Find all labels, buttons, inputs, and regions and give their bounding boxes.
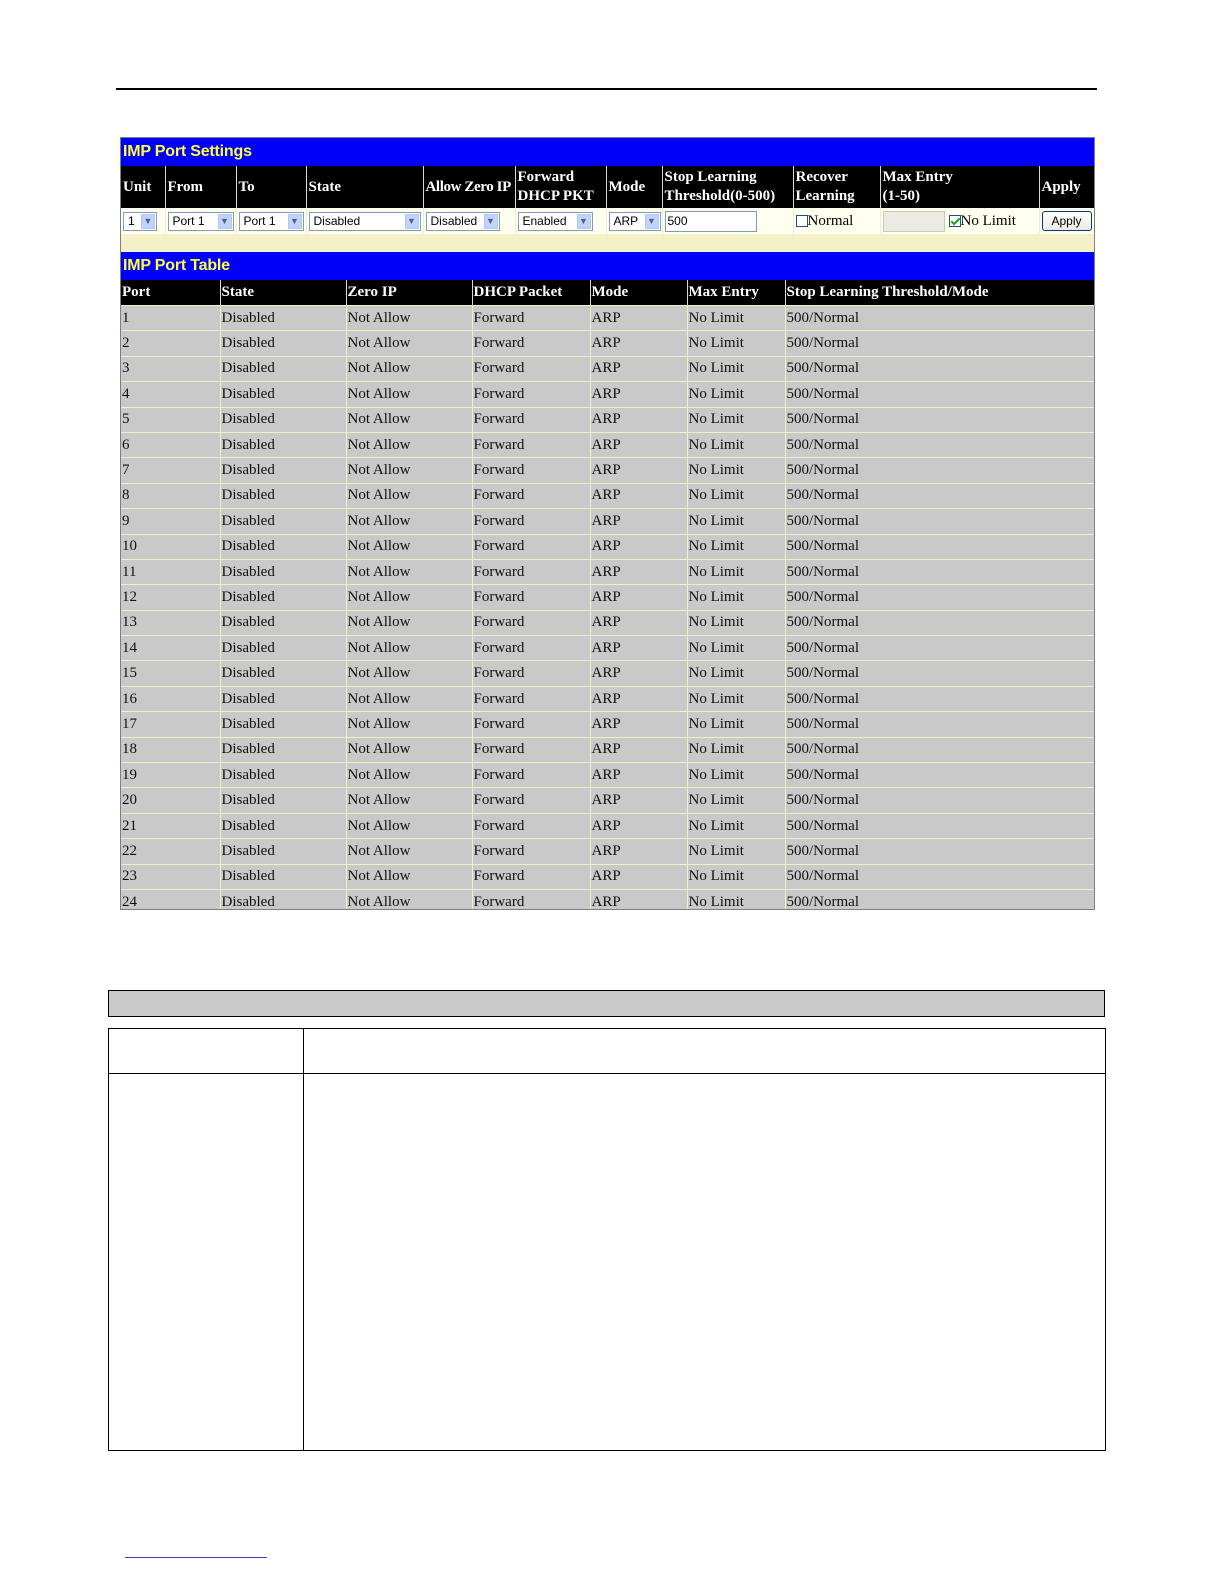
table-cell: 500/Normal <box>785 889 1094 910</box>
table-cell: Disabled <box>220 788 346 813</box>
table-cell: Forward <box>472 763 590 788</box>
port-table-header <box>121 280 1094 306</box>
table-cell: 21 <box>121 813 220 838</box>
table-cell: No Limit <box>687 610 785 635</box>
table-cell: Not Allow <box>346 585 472 610</box>
table-cell: 7 <box>121 458 220 483</box>
table-cell: Forward <box>472 534 590 559</box>
table-cell: Disabled <box>220 458 346 483</box>
table-cell: 500/Normal <box>785 509 1094 534</box>
table-cell: 15 <box>121 661 220 686</box>
table-cell: 500/Normal <box>785 432 1094 457</box>
table-cell: ARP <box>590 382 687 407</box>
table-cell: Not Allow <box>346 661 472 686</box>
table-row <box>121 458 1094 483</box>
table-cell: ARP <box>590 839 687 864</box>
table-cell: 6 <box>121 432 220 457</box>
table-cell: No Limit <box>687 788 785 813</box>
table-cell: 20 <box>121 788 220 813</box>
table-row <box>121 889 1094 910</box>
no-limit-checkbox[interactable] <box>949 215 961 227</box>
table-cell: 14 <box>121 636 220 661</box>
table-cell: No Limit <box>687 458 785 483</box>
table-cell: 500/Normal <box>785 712 1094 737</box>
table-cell: No Limit <box>687 331 785 356</box>
table-cell: No Limit <box>687 636 785 661</box>
col-max-entry-line2: (1-50) <box>882 188 920 204</box>
table-cell: No Limit <box>687 813 785 838</box>
table-cell: Disabled <box>220 813 346 838</box>
settings-controls <box>121 208 1094 234</box>
apply-button[interactable]: Apply <box>1042 211 1092 231</box>
description-divider <box>303 1029 304 1450</box>
table-cell: ARP <box>590 864 687 889</box>
table-cell: Disabled <box>220 331 346 356</box>
table-cell: Not Allow <box>346 458 472 483</box>
col-unit: Unit <box>121 166 165 208</box>
table-cell: No Limit <box>687 763 785 788</box>
state-value: Disabled <box>313 213 361 228</box>
table-cell: Forward <box>472 889 590 910</box>
table-cell: Disabled <box>220 407 346 432</box>
table-cell: 9 <box>121 509 220 534</box>
apply-cell <box>1039 208 1094 234</box>
table-cell: Forward <box>472 813 590 838</box>
table-cell: Disabled <box>220 509 346 534</box>
chevron-down-icon: ▼ <box>645 214 659 229</box>
table-cell: 1 <box>121 306 220 331</box>
table-cell: No Limit <box>687 585 785 610</box>
table-cell: ARP <box>590 458 687 483</box>
description-table <box>108 1028 1106 1451</box>
table-cell: No Limit <box>687 839 785 864</box>
port-table <box>121 280 1094 910</box>
table-cell: 500/Normal <box>785 661 1094 686</box>
col-from: From <box>165 166 236 208</box>
table-cell: Forward <box>472 509 590 534</box>
max-entry-input[interactable] <box>883 211 945 232</box>
table-cell: Disabled <box>220 661 346 686</box>
recover-learning-label: Normal <box>807 212 854 229</box>
table-cell: 500/Normal <box>785 534 1094 559</box>
table-cell: 16 <box>121 686 220 711</box>
table-cell: 18 <box>121 737 220 762</box>
table-cell: ARP <box>590 610 687 635</box>
table-cell: Disabled <box>220 763 346 788</box>
unit-value: 1 <box>128 213 135 228</box>
table-cell: No Limit <box>687 686 785 711</box>
table-cell: Not Allow <box>346 686 472 711</box>
table-cell: No Limit <box>687 661 785 686</box>
from-port-value: Port 1 <box>172 213 205 228</box>
section-spacer <box>121 234 1094 252</box>
chevron-down-icon: ▼ <box>577 214 591 229</box>
port-table-column-header: Port <box>121 280 220 306</box>
recover-learning-checkbox[interactable] <box>796 215 808 227</box>
unit-select[interactable] <box>123 212 157 231</box>
table-cell: Not Allow <box>346 534 472 559</box>
table-cell: Forward <box>472 331 590 356</box>
table-cell: ARP <box>590 585 687 610</box>
from-cell <box>165 208 236 234</box>
table-cell: Disabled <box>220 534 346 559</box>
table-cell: ARP <box>590 559 687 584</box>
recover-learning-cell <box>793 208 880 234</box>
port-table-column-header: DHCP Packet <box>472 280 590 306</box>
table-cell: Disabled <box>220 585 346 610</box>
port-table-title: IMP Port Table <box>121 252 1094 280</box>
table-cell: Forward <box>472 458 590 483</box>
table-cell: ARP <box>590 534 687 559</box>
col-recover-line2: Learning <box>795 188 855 204</box>
table-cell: No Limit <box>687 712 785 737</box>
table-cell: 8 <box>121 483 220 508</box>
table-row <box>121 407 1094 432</box>
table-cell: Forward <box>472 610 590 635</box>
table-cell: Not Allow <box>346 763 472 788</box>
table-cell: ARP <box>590 712 687 737</box>
table-cell: Forward <box>472 382 590 407</box>
mode-value: ARP <box>613 213 639 228</box>
description-row-divider <box>109 1073 1105 1074</box>
table-cell: ARP <box>590 686 687 711</box>
table-cell: No Limit <box>687 432 785 457</box>
table-cell: ARP <box>590 813 687 838</box>
forward-dhcp-value: Enabled <box>522 213 567 228</box>
to-cell <box>236 208 306 234</box>
table-cell: 500/Normal <box>785 763 1094 788</box>
imp-port-panel <box>120 137 1095 910</box>
table-cell: ARP <box>590 407 687 432</box>
table-row <box>121 509 1094 534</box>
table-cell: Forward <box>472 661 590 686</box>
table-row <box>121 813 1094 838</box>
table-cell: ARP <box>590 331 687 356</box>
col-stop-learning-line1: Stop Learning <box>664 169 757 185</box>
table-row <box>121 636 1094 661</box>
forward-dhcp-cell <box>515 208 606 234</box>
table-cell: ARP <box>590 788 687 813</box>
allow-zero-ip-value: Disabled <box>430 213 478 228</box>
table-cell: Not Allow <box>346 889 472 910</box>
allow-zero-ip-cell <box>423 208 515 234</box>
table-cell: No Limit <box>687 356 785 381</box>
table-cell: Disabled <box>220 610 346 635</box>
table-cell: Not Allow <box>346 509 472 534</box>
col-mode: Mode <box>606 166 662 208</box>
description-table-header <box>108 990 1105 1017</box>
col-forward-dhcp-line2: DHCP PKT <box>517 188 594 204</box>
table-cell: ARP <box>590 889 687 910</box>
table-cell: 500/Normal <box>785 686 1094 711</box>
table-cell: 3 <box>121 356 220 381</box>
table-row <box>121 610 1094 635</box>
table-cell: ARP <box>590 661 687 686</box>
table-row <box>121 483 1094 508</box>
table-cell: No Limit <box>687 382 785 407</box>
col-forward-dhcp <box>515 166 606 208</box>
table-row <box>121 382 1094 407</box>
table-cell: No Limit <box>687 483 785 508</box>
table-row <box>121 686 1094 711</box>
table-cell: 500/Normal <box>785 306 1094 331</box>
table-cell: Not Allow <box>346 331 472 356</box>
port-table-column-header: Max Entry <box>687 280 785 306</box>
table-cell: Forward <box>472 306 590 331</box>
port-table-column-header: Zero IP <box>346 280 472 306</box>
col-max-entry <box>880 166 1039 208</box>
port-table-column-header: Mode <box>590 280 687 306</box>
col-max-entry-line1: Max Entry <box>882 169 953 185</box>
table-cell: 12 <box>121 585 220 610</box>
table-cell: 500/Normal <box>785 737 1094 762</box>
state-cell <box>306 208 423 234</box>
table-cell: Forward <box>472 356 590 381</box>
table-cell: 500/Normal <box>785 356 1094 381</box>
col-recover-line1: Recover <box>795 169 848 185</box>
port-table-column-header: Stop Learning Threshold/Mode <box>785 280 1094 306</box>
table-cell: 500/Normal <box>785 839 1094 864</box>
to-port-select[interactable] <box>239 212 304 231</box>
table-cell: ARP <box>590 483 687 508</box>
table-cell: No Limit <box>687 737 785 762</box>
table-cell: Not Allow <box>346 737 472 762</box>
table-cell: 2 <box>121 331 220 356</box>
table-cell: 500/Normal <box>785 382 1094 407</box>
mode-cell <box>606 208 662 234</box>
table-cell: Not Allow <box>346 356 472 381</box>
table-cell: Disabled <box>220 889 346 910</box>
port-table-body <box>121 306 1094 911</box>
table-row <box>121 331 1094 356</box>
table-row <box>121 661 1094 686</box>
table-cell: No Limit <box>687 306 785 331</box>
col-allow-zero-ip: Allow Zero IP <box>423 166 515 208</box>
col-forward-dhcp-line1: Forward <box>517 169 575 185</box>
table-cell: No Limit <box>687 889 785 910</box>
footer-link-rule <box>125 1557 267 1558</box>
table-cell: Forward <box>472 483 590 508</box>
table-cell: Forward <box>472 636 590 661</box>
stop-learning-cell <box>662 208 793 234</box>
table-cell: Not Allow <box>346 636 472 661</box>
table-cell: ARP <box>590 356 687 381</box>
table-row <box>121 432 1094 457</box>
table-cell: Forward <box>472 839 590 864</box>
table-cell: Not Allow <box>346 306 472 331</box>
table-cell: 11 <box>121 559 220 584</box>
no-limit-label: No Limit <box>960 212 1016 229</box>
allow-zero-ip-select[interactable] <box>426 212 500 231</box>
table-cell: ARP <box>590 737 687 762</box>
table-cell: Forward <box>472 788 590 813</box>
table-row <box>121 788 1094 813</box>
table-cell: 10 <box>121 534 220 559</box>
table-cell: Not Allow <box>346 559 472 584</box>
table-cell: Forward <box>472 737 590 762</box>
table-cell: ARP <box>590 432 687 457</box>
table-cell: 19 <box>121 763 220 788</box>
table-cell: Disabled <box>220 737 346 762</box>
table-cell: 24 <box>121 889 220 910</box>
table-cell: 500/Normal <box>785 585 1094 610</box>
table-row <box>121 712 1094 737</box>
table-cell: Forward <box>472 432 590 457</box>
max-entry-cell <box>880 208 1039 234</box>
table-cell: Not Allow <box>346 788 472 813</box>
table-cell: No Limit <box>687 509 785 534</box>
table-cell: 13 <box>121 610 220 635</box>
table-cell: 500/Normal <box>785 788 1094 813</box>
chevron-down-icon: ▼ <box>484 214 498 229</box>
table-cell: Forward <box>472 686 590 711</box>
table-cell: 500/Normal <box>785 610 1094 635</box>
table-cell: Disabled <box>220 712 346 737</box>
table-cell: Disabled <box>220 356 346 381</box>
table-cell: Forward <box>472 559 590 584</box>
col-state: State <box>306 166 423 208</box>
from-port-select[interactable] <box>168 212 234 231</box>
table-cell: 4 <box>121 382 220 407</box>
table-cell: ARP <box>590 509 687 534</box>
table-cell: Disabled <box>220 432 346 457</box>
table-row <box>121 737 1094 762</box>
unit-cell <box>121 208 165 234</box>
table-cell: Disabled <box>220 636 346 661</box>
table-cell: Disabled <box>220 483 346 508</box>
table-cell: Forward <box>472 712 590 737</box>
table-cell: Not Allow <box>346 864 472 889</box>
table-row <box>121 763 1094 788</box>
table-row <box>121 839 1094 864</box>
chevron-down-icon: ▼ <box>405 214 419 229</box>
chevron-down-icon: ▼ <box>141 214 155 229</box>
table-cell: Not Allow <box>346 407 472 432</box>
col-recover-learning <box>793 166 880 208</box>
chevron-down-icon: ▼ <box>218 214 232 229</box>
table-cell: 500/Normal <box>785 864 1094 889</box>
port-table-column-header: State <box>220 280 346 306</box>
mode-select[interactable] <box>609 212 661 231</box>
table-cell: Disabled <box>220 686 346 711</box>
table-cell: 500/Normal <box>785 559 1094 584</box>
table-cell: Not Allow <box>346 382 472 407</box>
table-cell: Not Allow <box>346 839 472 864</box>
table-cell: Not Allow <box>346 712 472 737</box>
col-stop-learning <box>662 166 793 208</box>
settings-header <box>121 166 1094 208</box>
table-row <box>121 864 1094 889</box>
col-to: To <box>236 166 306 208</box>
table-row <box>121 534 1094 559</box>
table-cell: Not Allow <box>346 483 472 508</box>
forward-dhcp-select[interactable] <box>518 212 593 231</box>
table-cell: 500/Normal <box>785 331 1094 356</box>
to-port-value: Port 1 <box>243 213 276 228</box>
table-cell: 5 <box>121 407 220 432</box>
table-cell: No Limit <box>687 559 785 584</box>
table-cell: Disabled <box>220 306 346 331</box>
table-cell: ARP <box>590 763 687 788</box>
table-cell: 500/Normal <box>785 813 1094 838</box>
table-cell: Disabled <box>220 839 346 864</box>
table-cell: 500/Normal <box>785 636 1094 661</box>
table-cell: 22 <box>121 839 220 864</box>
table-cell: ARP <box>590 306 687 331</box>
table-row <box>121 356 1094 381</box>
table-cell: Not Allow <box>346 813 472 838</box>
table-cell: Disabled <box>220 382 346 407</box>
stop-learning-threshold-input[interactable]: 500 <box>665 211 757 232</box>
table-cell: 500/Normal <box>785 483 1094 508</box>
chevron-down-icon: ▼ <box>288 214 302 229</box>
table-cell: 23 <box>121 864 220 889</box>
table-cell: Forward <box>472 585 590 610</box>
table-cell: 17 <box>121 712 220 737</box>
table-cell: ARP <box>590 636 687 661</box>
page-header-rule <box>116 88 1097 90</box>
table-cell: Forward <box>472 407 590 432</box>
table-cell: Not Allow <box>346 432 472 457</box>
table-row <box>121 559 1094 584</box>
table-cell: Disabled <box>220 864 346 889</box>
settings-title: IMP Port Settings <box>121 138 1094 166</box>
table-cell: No Limit <box>687 534 785 559</box>
table-cell: No Limit <box>687 407 785 432</box>
table-cell: 500/Normal <box>785 407 1094 432</box>
table-row <box>121 306 1094 331</box>
col-apply: Apply <box>1039 166 1094 208</box>
table-row <box>121 585 1094 610</box>
col-stop-learning-line2: Threshold(0-500) <box>664 188 776 204</box>
table-cell: Not Allow <box>346 610 472 635</box>
table-cell: Disabled <box>220 559 346 584</box>
table-cell: No Limit <box>687 864 785 889</box>
table-cell: Forward <box>472 864 590 889</box>
state-select[interactable] <box>309 212 421 231</box>
table-cell: 500/Normal <box>785 458 1094 483</box>
